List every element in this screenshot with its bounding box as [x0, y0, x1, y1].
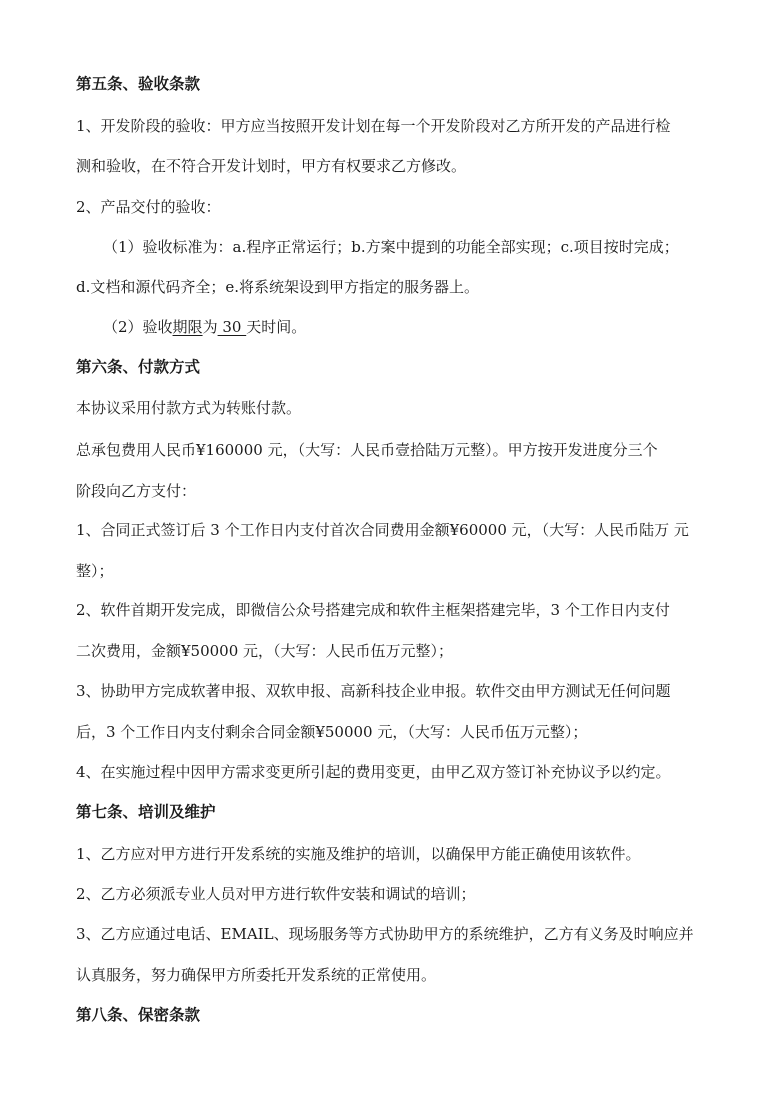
section-6-item-2-line-2: 二次费用，金额¥50000 元，（大写：人民币伍万元整）； — [76, 642, 454, 660]
section-8-title: 第八条、保密条款 — [76, 1005, 201, 1024]
section-5-item-1-line-2: 测和验收，在不符合开发计划时，甲方有权要求乙方修改。 — [76, 157, 467, 175]
section-7-item-1: 1、乙方应对甲方进行开发系统的实施及维护的培训，以确保甲方能正确使用该软件。 — [76, 845, 641, 863]
section-6-title: 第六条、付款方式 — [76, 357, 201, 376]
section-6-paragraph-2-line-2: 阶段向乙方支付： — [76, 482, 197, 500]
sub-2-term: 期限 — [172, 318, 203, 336]
section-6-item-1-line-2: 整）； — [76, 562, 114, 580]
section-6-item-3-line-1: 3、协助甲方完成软著申报、双软申报、高新科技企业申报。软件交由甲方测试无任何问题 — [76, 682, 671, 700]
sub-2-days: 30 — [217, 318, 247, 336]
section-5-sub-1-line-2: d.文档和源代码齐全；e.将系统架设到甲方指定的服务器上。 — [76, 278, 480, 296]
section-7-item-3-line-1: 3、乙方应通过电话、EMAIL、现场服务等方式协助甲方的系统维护，乙方有义务及时响应并 — [76, 925, 694, 943]
section-6-item-1-line-1: 1、合同正式签订后 3 个工作日内支付首次合同费用金额¥60000 元，（大写：人民币陆万 元 — [76, 521, 689, 539]
section-6-paragraph-2-line-1: 总承包费用人民币¥160000 元，（大写：人民币壹拾陆万元整）。甲方按开发进度分三个 — [76, 441, 658, 459]
section-5-item-2: 2、产品交付的验收： — [76, 198, 221, 216]
section-5-sub-2 — [103, 317, 306, 337]
sub-2-suffix: 天时间。 — [246, 318, 307, 336]
section-7-title: 第七条、培训及维护 — [76, 802, 216, 821]
sub-2-prefix: （2）验收 — [103, 318, 173, 336]
section-6-item-2-line-1: 2、软件首期开发完成，即微信公众号搭建完成和软件主框架搭建完毕，3 个工作日内支付 — [76, 601, 670, 619]
section-7-item-2: 2、乙方必须派专业人员对甲方进行软件安装和调试的培训； — [76, 885, 476, 903]
section-5-item-1-line-1: 1、开发阶段的验收：甲方应当按照开发计划在每一个开发阶段对乙方所开发的产品进行检 — [76, 117, 671, 135]
sub-2-mid: 为 — [202, 318, 218, 336]
section-5-title: 第五条、验收条款 — [76, 74, 201, 93]
section-6-paragraph-1: 本协议采用付款方式为转账付款。 — [76, 399, 302, 417]
section-7-item-3-line-2: 认真服务，努力确保甲方所委托开发系统的正常使用。 — [76, 966, 437, 984]
section-6-item-3-line-2: 后，3 个工作日内支付剩余合同金额¥50000 元，（大写：人民币伍万元整）； — [76, 723, 588, 741]
section-5-sub-1-line-1: （1）验收标准为：a.程序正常运行；b.方案中提到的功能全部实现；c.项目按时完成； — [103, 238, 679, 256]
section-6-item-4: 4、在实施过程中因甲方需求变更所引起的费用变更，由甲乙双方签订补充协议予以约定。 — [76, 763, 671, 781]
